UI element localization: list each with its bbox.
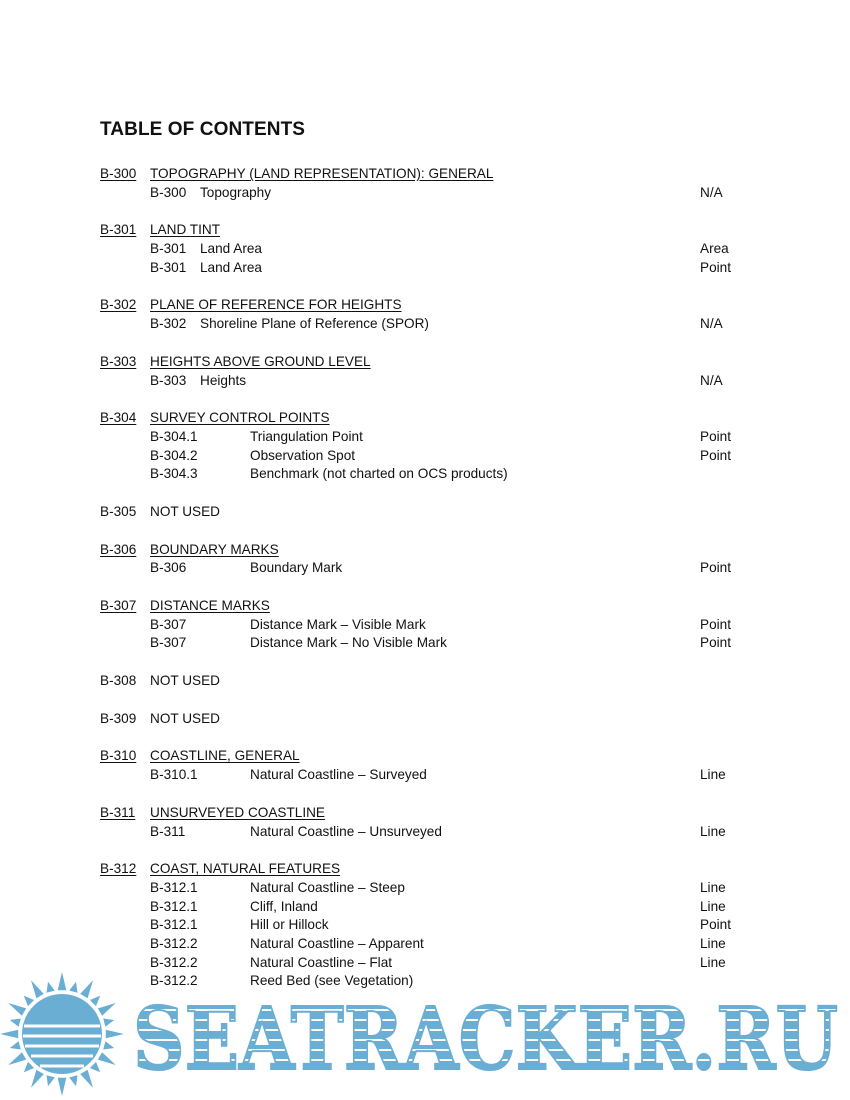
toc-entry — [100, 372, 780, 391]
entry-code: B-304.3 — [150, 466, 198, 482]
entry-code: B-310.1 — [150, 767, 198, 783]
entry-code: B-307 — [150, 616, 187, 632]
toc-entry — [100, 766, 780, 785]
entry-type: Line — [700, 935, 726, 951]
section-heading[interactable] — [100, 221, 780, 240]
toc-entry — [100, 428, 780, 447]
sun-ray — [103, 1019, 114, 1027]
entry-type: Line — [700, 823, 726, 839]
sun-ray — [90, 996, 100, 1006]
entry-name: Shoreline Plane of Reference (SPOR) — [200, 316, 429, 332]
section-code: B-303 — [100, 353, 137, 369]
sun-ray — [69, 1075, 77, 1086]
section-title: COAST, NATURAL FEATURES — [150, 861, 341, 877]
sun-ray — [47, 982, 55, 993]
entry-name: Natural Coastline – Surveyed — [250, 767, 427, 783]
section-title: COASTLINE, GENERAL — [150, 748, 300, 764]
section-title: UNSURVEYED COASTLINE — [150, 804, 325, 820]
toc-entry — [100, 935, 780, 954]
section-title: TOPOGRAPHY (LAND REPRESENTATION): GENERAL — [150, 166, 494, 181]
toc-entry — [100, 315, 780, 334]
sun-ray — [24, 996, 34, 1006]
entry-type: N/A — [700, 372, 723, 388]
section-heading[interactable] — [100, 353, 780, 372]
toc-entry — [100, 616, 780, 635]
sun-disc-icon — [22, 994, 102, 1074]
toc-entry — [100, 559, 780, 578]
table-of-contents — [100, 165, 780, 1010]
sun-ray — [106, 1030, 124, 1039]
section-code: B-305 — [100, 503, 137, 519]
entry-name: Cliff, Inland — [250, 898, 318, 914]
sun-ray — [58, 972, 67, 990]
entry-code: B-301 — [150, 241, 187, 257]
sun-ray — [80, 980, 93, 998]
toc-section — [100, 804, 780, 841]
entry-type: N/A — [700, 184, 723, 200]
entry-code: B-300 — [150, 184, 187, 200]
sun-ray — [80, 1070, 93, 1088]
toc-entry — [100, 823, 780, 842]
section-code: B-306 — [100, 541, 137, 557]
entry-code: B-311 — [150, 823, 186, 839]
entry-type: Line — [700, 954, 726, 970]
section-heading — [100, 503, 780, 522]
section-code: B-307 — [100, 598, 137, 613]
toc-entry — [100, 184, 780, 203]
entry-name: Benchmark (not charted on OCS products) — [250, 466, 508, 482]
entry-type: Line — [700, 767, 726, 783]
toc-section — [100, 221, 780, 277]
section-code: B-311 — [100, 804, 136, 820]
entry-code: B-303 — [150, 372, 187, 388]
entry-name: Boundary Mark — [250, 560, 343, 576]
sun-ray — [10, 1019, 21, 1027]
sun-ray — [10, 1041, 21, 1049]
entry-code: B-312.1 — [150, 917, 198, 933]
section-title: DISTANCE MARKS — [150, 598, 270, 613]
sun-ray — [31, 980, 44, 998]
section-title: NOT USED — [150, 503, 220, 519]
entry-type: Point — [700, 917, 731, 933]
entry-name: Distance Mark – No Visible Mark — [250, 635, 447, 651]
section-code: B-308 — [100, 673, 137, 689]
section-title: NOT USED — [150, 710, 220, 726]
entry-code: B-312.2 — [150, 935, 198, 951]
entry-code: B-312.2 — [150, 973, 198, 989]
section-title: SURVEY CONTROL POINTS — [150, 410, 330, 426]
sun-ray — [69, 982, 77, 993]
sun-ray — [90, 1062, 100, 1072]
entry-name: Distance Mark – Visible Mark — [250, 616, 426, 632]
entry-type: Point — [700, 259, 731, 275]
entry-type: Point — [700, 447, 731, 463]
entry-type: Point — [700, 616, 731, 632]
sun-ray — [24, 1062, 34, 1072]
entry-code: B-306 — [150, 560, 187, 576]
section-title: PLANE OF REFERENCE FOR HEIGHTS — [150, 297, 402, 313]
entry-code: B-304.1 — [150, 428, 198, 444]
entry-code: B-312.2 — [150, 954, 198, 970]
entry-code: B-312.1 — [150, 879, 198, 895]
entry-code: B-307 — [150, 635, 187, 651]
entry-name: Natural Coastline – Unsurveyed — [250, 823, 442, 839]
entry-name: Triangulation Point — [250, 428, 363, 444]
watermark-text: SEATRACKER.RU — [133, 989, 838, 1090]
sun-ray — [98, 1003, 116, 1016]
toc-section — [100, 541, 780, 578]
entry-type: N/A — [700, 316, 723, 332]
section-heading[interactable] — [100, 747, 780, 766]
entry-name: Reed Bed (see Vegetation) — [250, 973, 414, 989]
sun-ray — [0, 1030, 18, 1039]
entry-name: Heights — [200, 372, 247, 388]
entry-name: Natural Coastline – Flat — [250, 954, 393, 970]
toc-section — [100, 597, 780, 653]
entry-type: Point — [700, 428, 731, 444]
sun-ray — [31, 1070, 44, 1088]
section-code: B-300 — [100, 166, 137, 181]
toc-entry — [100, 898, 780, 917]
section-code: B-309 — [100, 710, 137, 726]
section-title: HEIGHTS ABOVE GROUND LEVEL — [150, 353, 371, 369]
entry-name: Observation Spot — [250, 447, 356, 463]
toc-entry — [100, 954, 780, 973]
entry-name: Natural Coastline – Steep — [250, 879, 405, 895]
section-code: B-301 — [100, 222, 137, 238]
toc-entry — [100, 916, 780, 935]
section-heading[interactable] — [100, 860, 780, 879]
entry-code: B-312.1 — [150, 898, 198, 914]
sun-ray — [8, 1003, 26, 1016]
sun-ray — [58, 1078, 67, 1096]
entry-code: B-301 — [150, 259, 187, 275]
toc-section — [100, 296, 780, 333]
toc-section — [100, 503, 780, 522]
section-heading[interactable] — [100, 165, 780, 184]
toc-entry — [100, 447, 780, 466]
section-title: NOT USED — [150, 673, 220, 689]
sun-ray — [8, 1052, 26, 1065]
toc-entry — [100, 240, 780, 259]
entry-type: Line — [700, 898, 726, 914]
entry-name: Land Area — [200, 241, 262, 257]
toc-section — [100, 710, 780, 729]
sun-ray — [103, 1041, 114, 1049]
section-code: B-312 — [100, 861, 137, 877]
section-code: B-302 — [100, 297, 137, 313]
section-code: B-304 — [100, 410, 137, 426]
toc-entry — [100, 259, 780, 278]
page-title: TABLE OF CONTENTS — [100, 119, 306, 140]
toc-entry — [100, 879, 780, 898]
entry-type: Area — [700, 241, 729, 257]
entry-name: Natural Coastline – Apparent — [250, 935, 424, 951]
toc-section — [100, 747, 780, 784]
toc-entry — [100, 634, 780, 653]
toc-section — [100, 409, 780, 484]
sun-logo-icon — [0, 972, 124, 1096]
section-heading[interactable] — [100, 296, 780, 315]
section-heading — [100, 672, 780, 691]
toc-entry — [100, 465, 780, 484]
section-title: BOUNDARY MARKS — [150, 541, 279, 557]
entry-type: Line — [700, 879, 726, 895]
sun-ray — [47, 1075, 55, 1086]
entry-type: Point — [700, 560, 731, 576]
sun-ray — [98, 1052, 116, 1065]
watermark — [0, 972, 850, 1100]
section-heading[interactable] — [100, 597, 780, 616]
section-code: B-310 — [100, 748, 137, 764]
toc-section — [100, 353, 780, 390]
toc-section — [100, 672, 780, 691]
section-heading[interactable] — [100, 804, 780, 823]
toc-section — [100, 165, 780, 202]
entry-name: Land Area — [200, 259, 262, 275]
entry-name: Topography — [200, 184, 272, 200]
section-heading — [100, 710, 780, 729]
entry-code: B-302 — [150, 316, 187, 332]
entry-type: Point — [700, 635, 731, 651]
entry-name: Hill or Hillock — [250, 917, 329, 933]
section-title: LAND TINT — [150, 222, 220, 238]
entry-code: B-304.2 — [150, 447, 198, 463]
section-heading[interactable] — [100, 541, 780, 560]
section-heading[interactable] — [100, 409, 780, 428]
